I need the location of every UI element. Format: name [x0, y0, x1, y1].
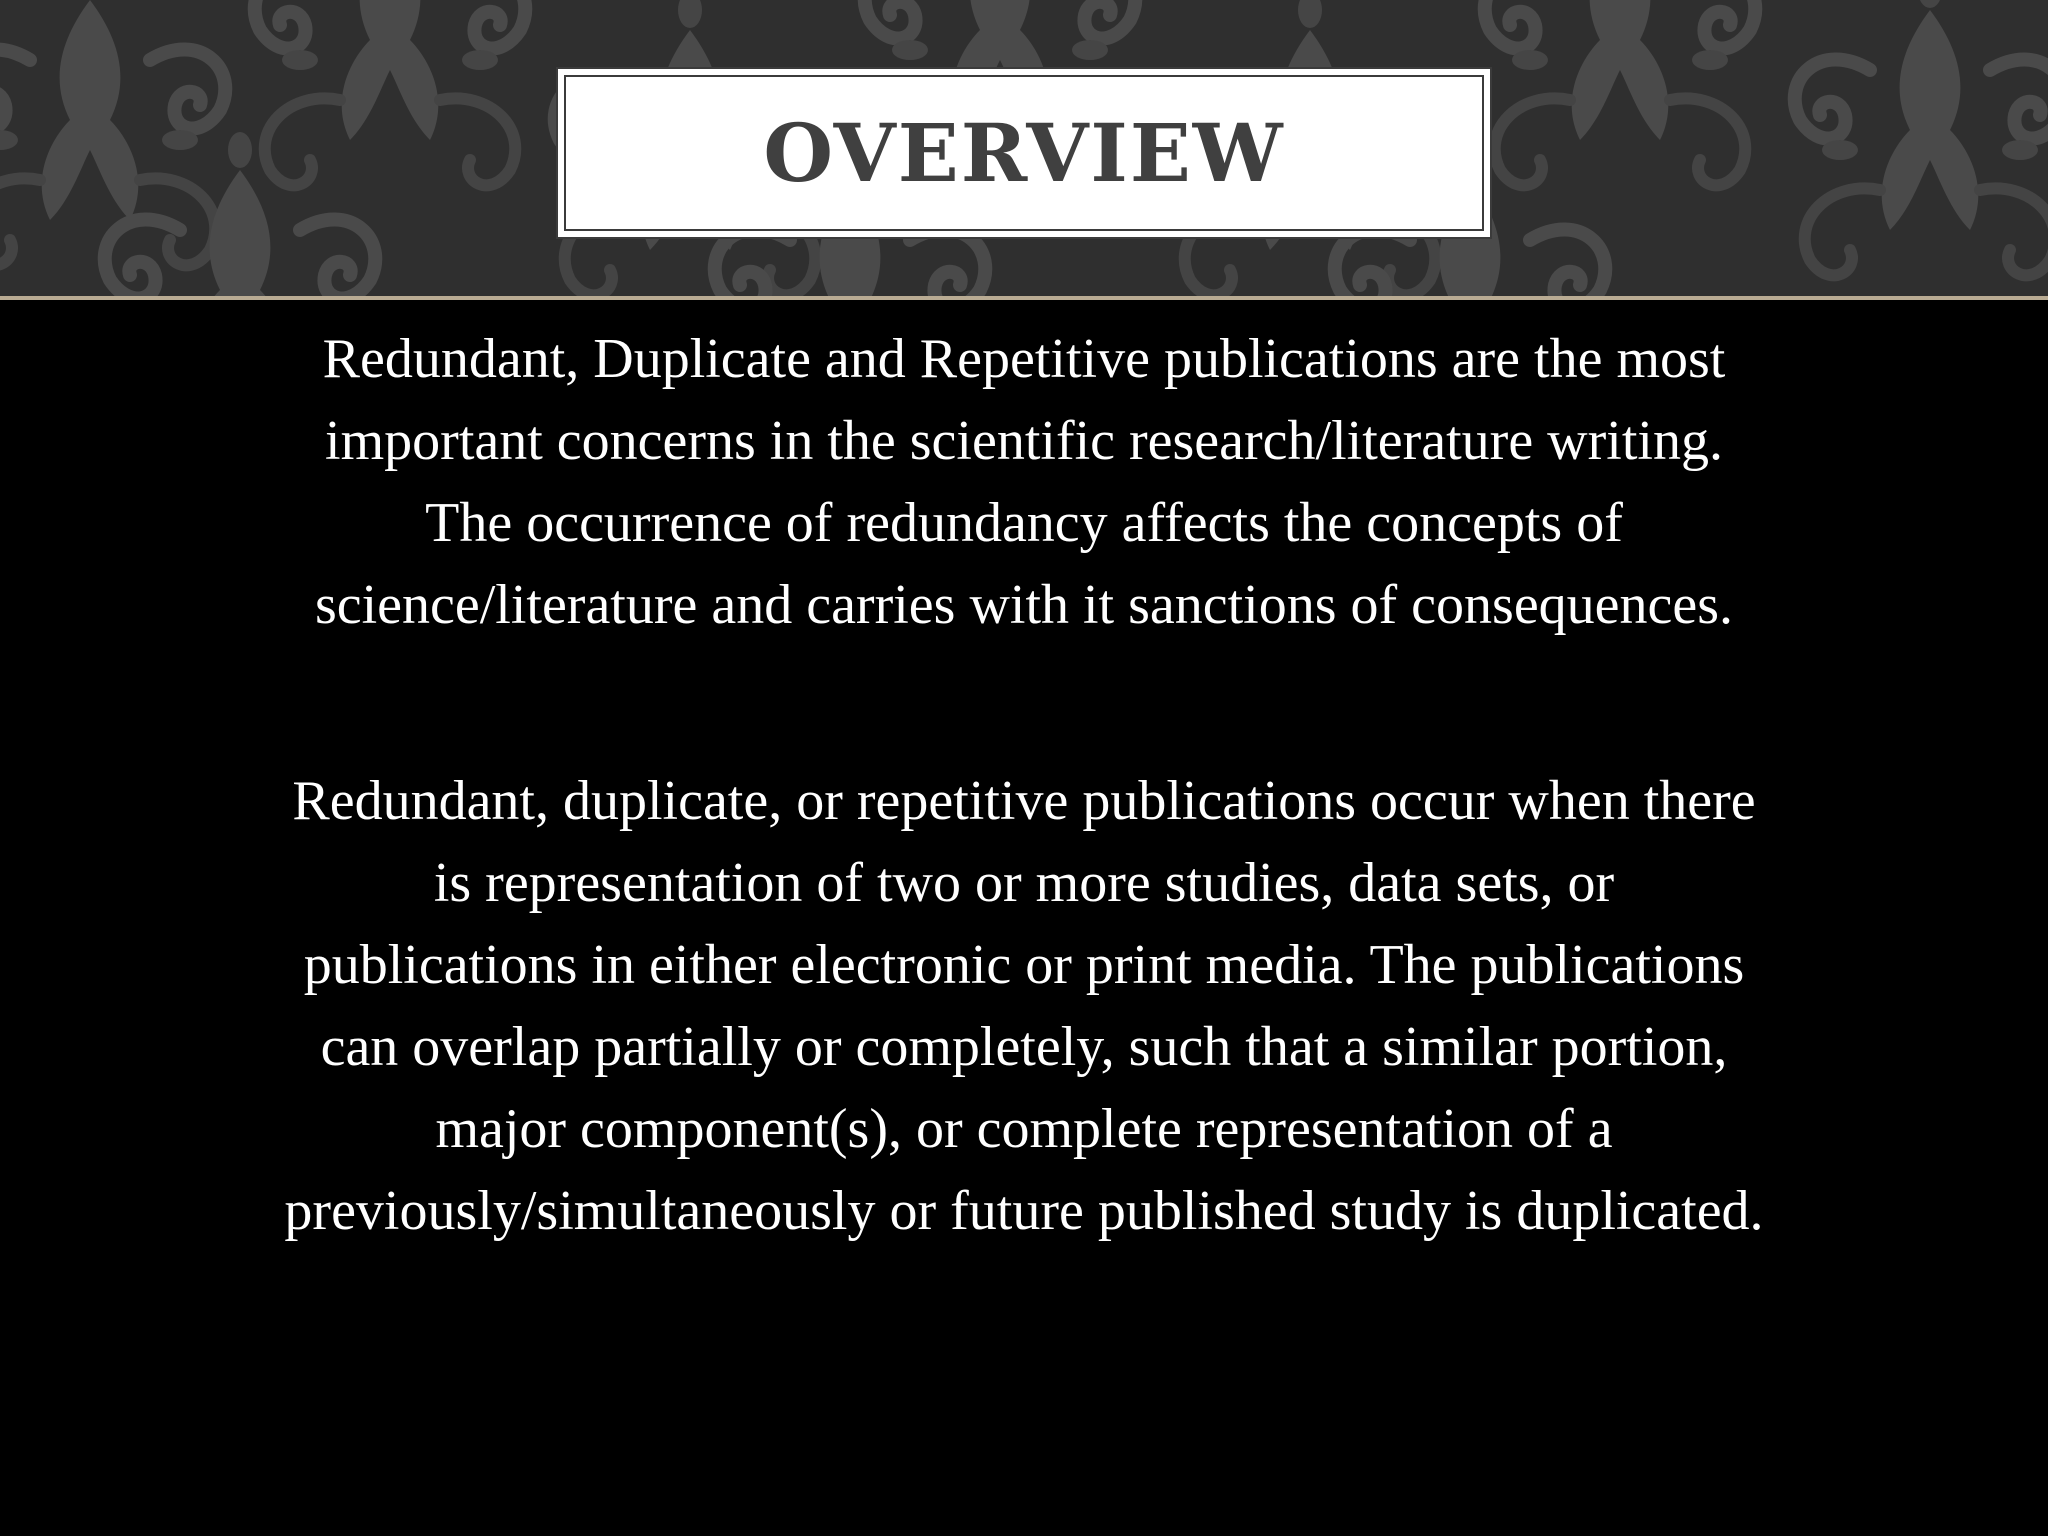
paragraph-2-line: previously/simultaneously or future published study is duplicated. — [284, 1180, 1764, 1242]
paragraph-2-line: publications in either electronic or print media. The publications — [303, 934, 1745, 996]
paragraph-2 — [80, 760, 1968, 1252]
title-box — [556, 67, 1492, 239]
header-divider — [0, 296, 2048, 300]
paragraph-1-line: Redundant, Duplicate and Repetitive publications are the most — [322, 328, 1726, 390]
paragraph-2-line: major component(s), or complete representation of a — [435, 1098, 1613, 1160]
paragraph-1-line: science/literature and carries with it sanctions of consequences. — [314, 574, 1734, 636]
paragraph-1-line: important concerns in the scientific research/literature writing. — [325, 410, 1723, 472]
paragraph-2-line: can overlap partially or completely, such that a similar portion, — [320, 1016, 1728, 1078]
slide-title: OVERVIEW — [763, 106, 1285, 200]
paragraph-1 — [80, 318, 1968, 646]
paragraph-2-line: is representation of two or more studies, data sets, or — [433, 852, 1615, 914]
paragraph-2-line: Redundant, duplicate, or repetitive publications occur when there — [292, 770, 1756, 832]
paragraph-1-line: The occurrence of redundancy affects the concepts of — [425, 492, 1623, 554]
